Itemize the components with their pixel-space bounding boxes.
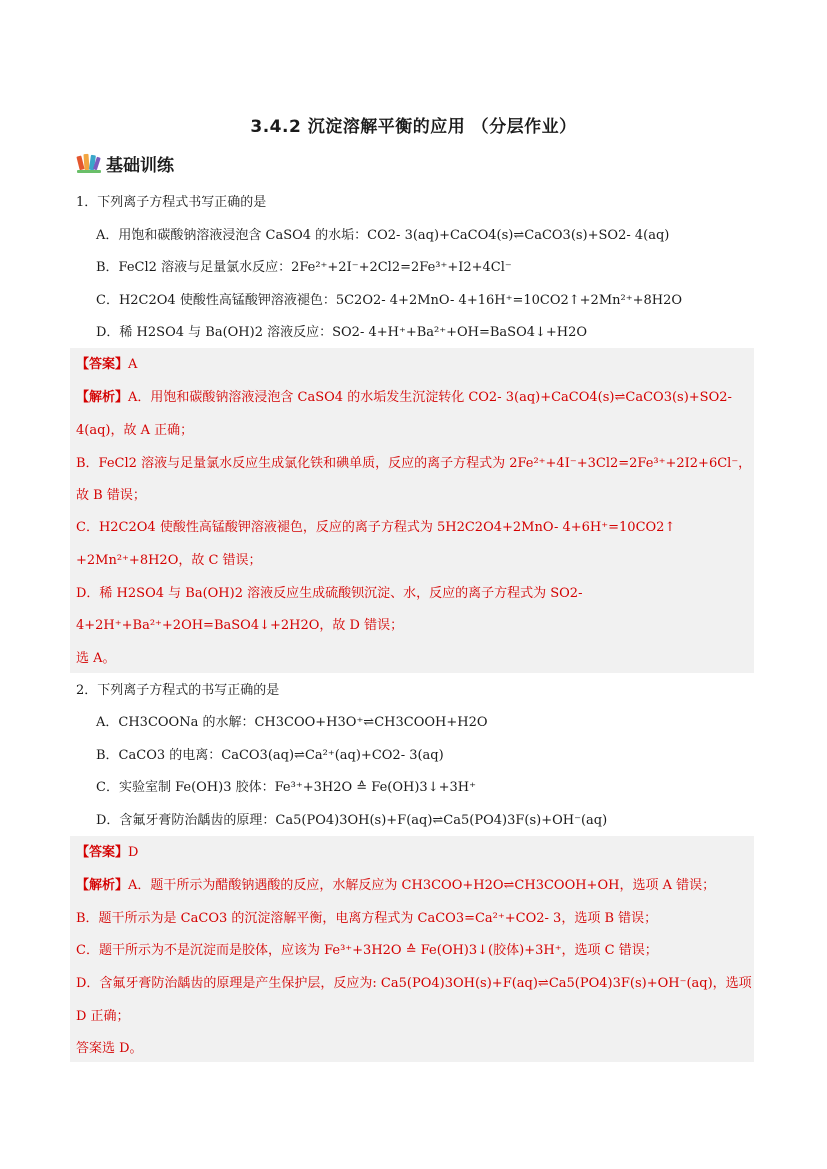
analysis-1-line: +2Mn²⁺+8H2O，故 C 错误； [76,553,262,568]
analysis-1-line: C．H2C2O4 使酸性高锰酸钾溶液褪色，反应的离子方程式为 5H2C2O4+2MnO- 4+6H⁺=10CO2↑ [76,520,676,535]
analysis-2-line: 答案选 D。 [76,1041,143,1056]
analysis-2-line: D 正确； [76,1009,130,1024]
analysis-2-line: B．题干所示为是 CaCO3 的沉淀溶解平衡，电离方程式为 CaCO3=Ca²⁺+CO2- 3，选项 B 错误； [76,911,658,926]
question-1-option-a: A．用饱和碳酸钠溶液浸泡含 CaSO4 的水垢：CO2- 3(aq)+CaCO4(s)⇌CaCO3(s)+SO2- 4(aq) [96,228,670,243]
analysis-1-line: 4+2H⁺+Ba²⁺+2OH=BaSO4↓+2H2O，故 D 错误； [76,618,404,633]
section-header [76,150,174,176]
analysis-2-line: D．含氟牙膏防治龋齿的原理是产生保护层，反应为: Ca5(PO4)3OH(s)+F(aq)⇌Ca5(PO4)3F(s)+OH⁻(aq)，选项 [76,976,752,991]
section-label: 基础训练 [106,155,174,176]
answer-1 [76,356,137,374]
question-1-option-c: C．H2C2O4 使酸性高锰酸钾溶液褪色：5C2O2- 4+2MnO- 4+16H⁺=10CO2↑+2Mn²⁺+8H2O [96,293,683,308]
analysis-1-line: 选 A。 [76,651,116,666]
question-2-option-c: C．实验室制 Fe(OH)3 胶体：Fe³⁺+3H2O ≙ Fe(OH)3↓+3H⁺ [96,780,476,795]
answer-value: D [128,845,139,860]
question-1-option-b: B．FeCl2 溶液与足量氯水反应：2Fe²⁺+2I⁻+2Cl2=2Fe³⁺+I2+4Cl⁻ [96,260,512,275]
answer-label: 【答案】 [76,357,129,372]
analysis-2-line: C．题干所示为不是沉淀而是胶体，应该为 Fe³⁺+3H2O ≙ Fe(OH)3↓(胶体)+3H⁺，选项 C 错误； [76,943,658,958]
answer-2 [76,844,138,862]
question-2-option-a: A．CH3COONa 的水解：CH3COO+H3O⁺⇌CH3COOH+H2O [96,715,488,730]
analysis-1-line: B．FeCl2 溶液与足量氯水反应生成氯化铁和碘单质，反应的离子方程式为 2Fe²⁺+4I⁻+3Cl2=2Fe³⁺+2I2+6Cl⁻， [76,456,752,471]
analysis-1-line: 4(aq)，故 A 正确； [76,423,194,438]
analysis-1-line: D．稀 H2SO4 与 Ba(OH)2 溶液反应生成硫酸钡沉淀、水，反应的离子方程式为 SO2- [76,586,583,601]
question-2-option-b: B．CaCO3 的电离：CaCO3(aq)⇌Ca²⁺(aq)+CO2- 3(aq) [96,748,444,763]
answer-value: A [128,357,138,372]
analysis-1-line: 故 B 错误； [76,488,146,503]
question-1-option-d: D．稀 H2SO4 与 Ba(OH)2 溶液反应：SO2- 4+H⁺+Ba²⁺+OH=BaSO4↓+H2O [96,325,588,340]
analysis-label: 【解析】 [76,878,129,893]
analysis-2-line [76,877,715,895]
analysis-text: A．题干所示为醋酸钠遇酸的反应，水解反应为 CH3COO+H2O⇌CH3COOH+OH，选项 A 错误； [128,878,716,893]
analysis-label: 【解析】 [76,390,129,405]
analysis-text: A．用饱和碳酸钠溶液浸泡含 CaSO4 的水垢发生沉淀转化 CO2- 3(aq)+CaCO4(s)⇌CaCO3(s)+SO2- [128,390,732,405]
question-1-stem: 1．下列离子方程式书写正确的是 [76,195,267,210]
analysis-1-line [76,389,732,407]
question-2-stem: 2．下列离子方程式的书写正确的是 [76,683,280,698]
books-icon [76,152,102,174]
question-2-option-d: D．含氟牙膏防治龋齿的原理：Ca5(PO4)3OH(s)+F(aq)⇌Ca5(PO4)3F(s)+OH⁻(aq) [96,813,608,828]
answer-label: 【答案】 [76,845,129,860]
page-title: 3.4.2 沉淀溶解平衡的应用 （分层作业） [250,117,577,137]
